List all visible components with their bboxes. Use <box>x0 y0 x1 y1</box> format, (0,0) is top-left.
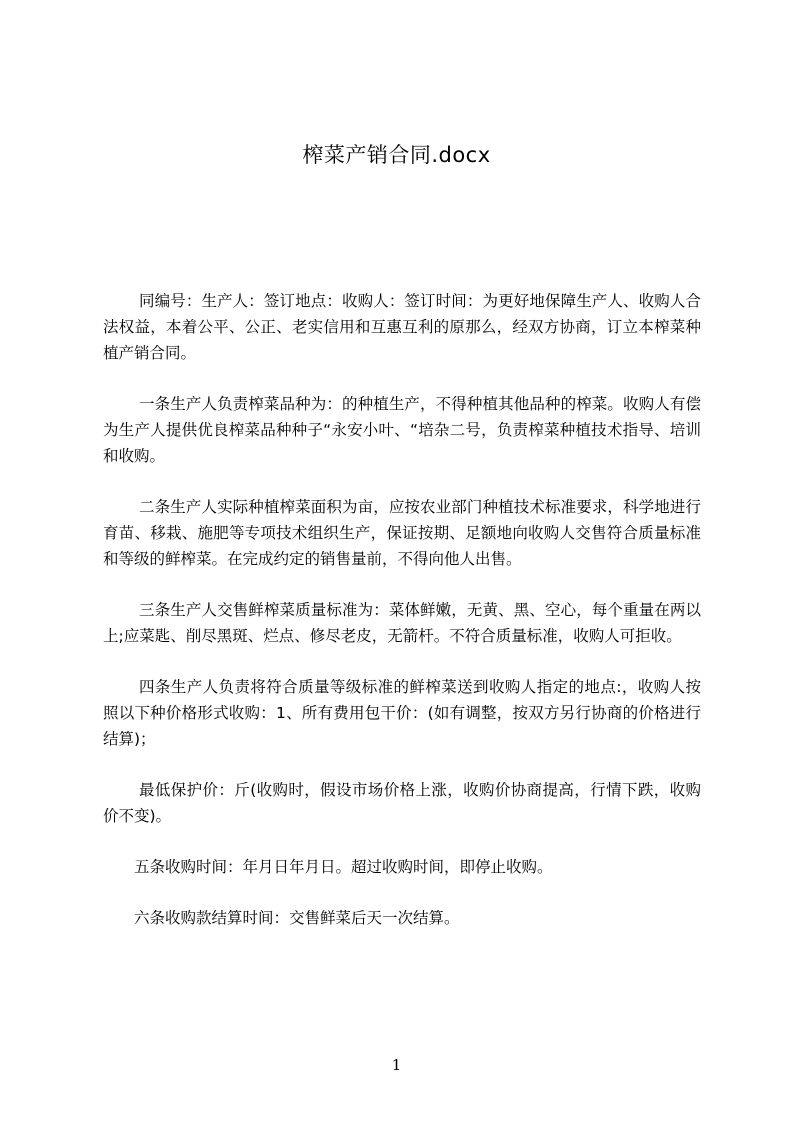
page-number: 1 <box>391 1056 402 1074</box>
paragraph-article-3: 三条生产人交售鲜榨菜质量标准为：菜体鲜嫩，无黄、黑、空心，每个重量在两以上;应菜匙、削尽黑斑、烂点、修尽老皮，无箭杆。不符合质量标准，收购人可拒收。 <box>103 601 701 645</box>
paragraph-min-price: 最低保护价：斤(收购时，假设市场价格上涨，收购价协商提高，行情下跌，收购价不变)。 <box>103 781 701 825</box>
document-body <box>103 288 701 931</box>
paragraph-article-5: 五条收购时间：年月日年月日。超过收购时间，即停止收购。 <box>134 858 553 876</box>
paragraph-article-4: 四条生产人负责将符合质量等级标准的鲜榨菜送到收购人指定的地点:，收购人按照以下种价格形式收购：1、所有费用包干价：(如有调整，按双方另行协商的价格进行结算)； <box>103 678 701 748</box>
paragraph-article-1: 一条生产人负责榨菜品种为：的种植生产，不得种植其他品种的榨菜。收购人有偿为生产人提供优良榨菜品种种子“永安小叶、“培杂二号，负责榨菜种植技术指导、培训和收购。 <box>103 395 701 465</box>
paragraph-article-6: 六条收购款结算时间：交售鲜菜后天一次结算。 <box>134 909 460 927</box>
paragraph-article-2: 二条生产人实际种植榨菜面积为亩，应按农业部门种植技术标准要求，科学地进行育苗、移栽、施肥等专项技术组织生产，保证按期、足额地向收购人交售符合质量标准和等级的鲜榨菜。在完成约定的销售量前，不得向他人出售。 <box>103 498 701 568</box>
document-title: 榨菜产销合同.docx <box>302 143 491 167</box>
paragraph-preamble: 同编号：生产人：签订地点：收购人：签订时间：为更好地保障生产人、收购人合法权益，本着公平、公正、老实信用和互惠互利的原那么，经双方协商，订立本榨菜种植产销合同。 <box>103 292 701 362</box>
